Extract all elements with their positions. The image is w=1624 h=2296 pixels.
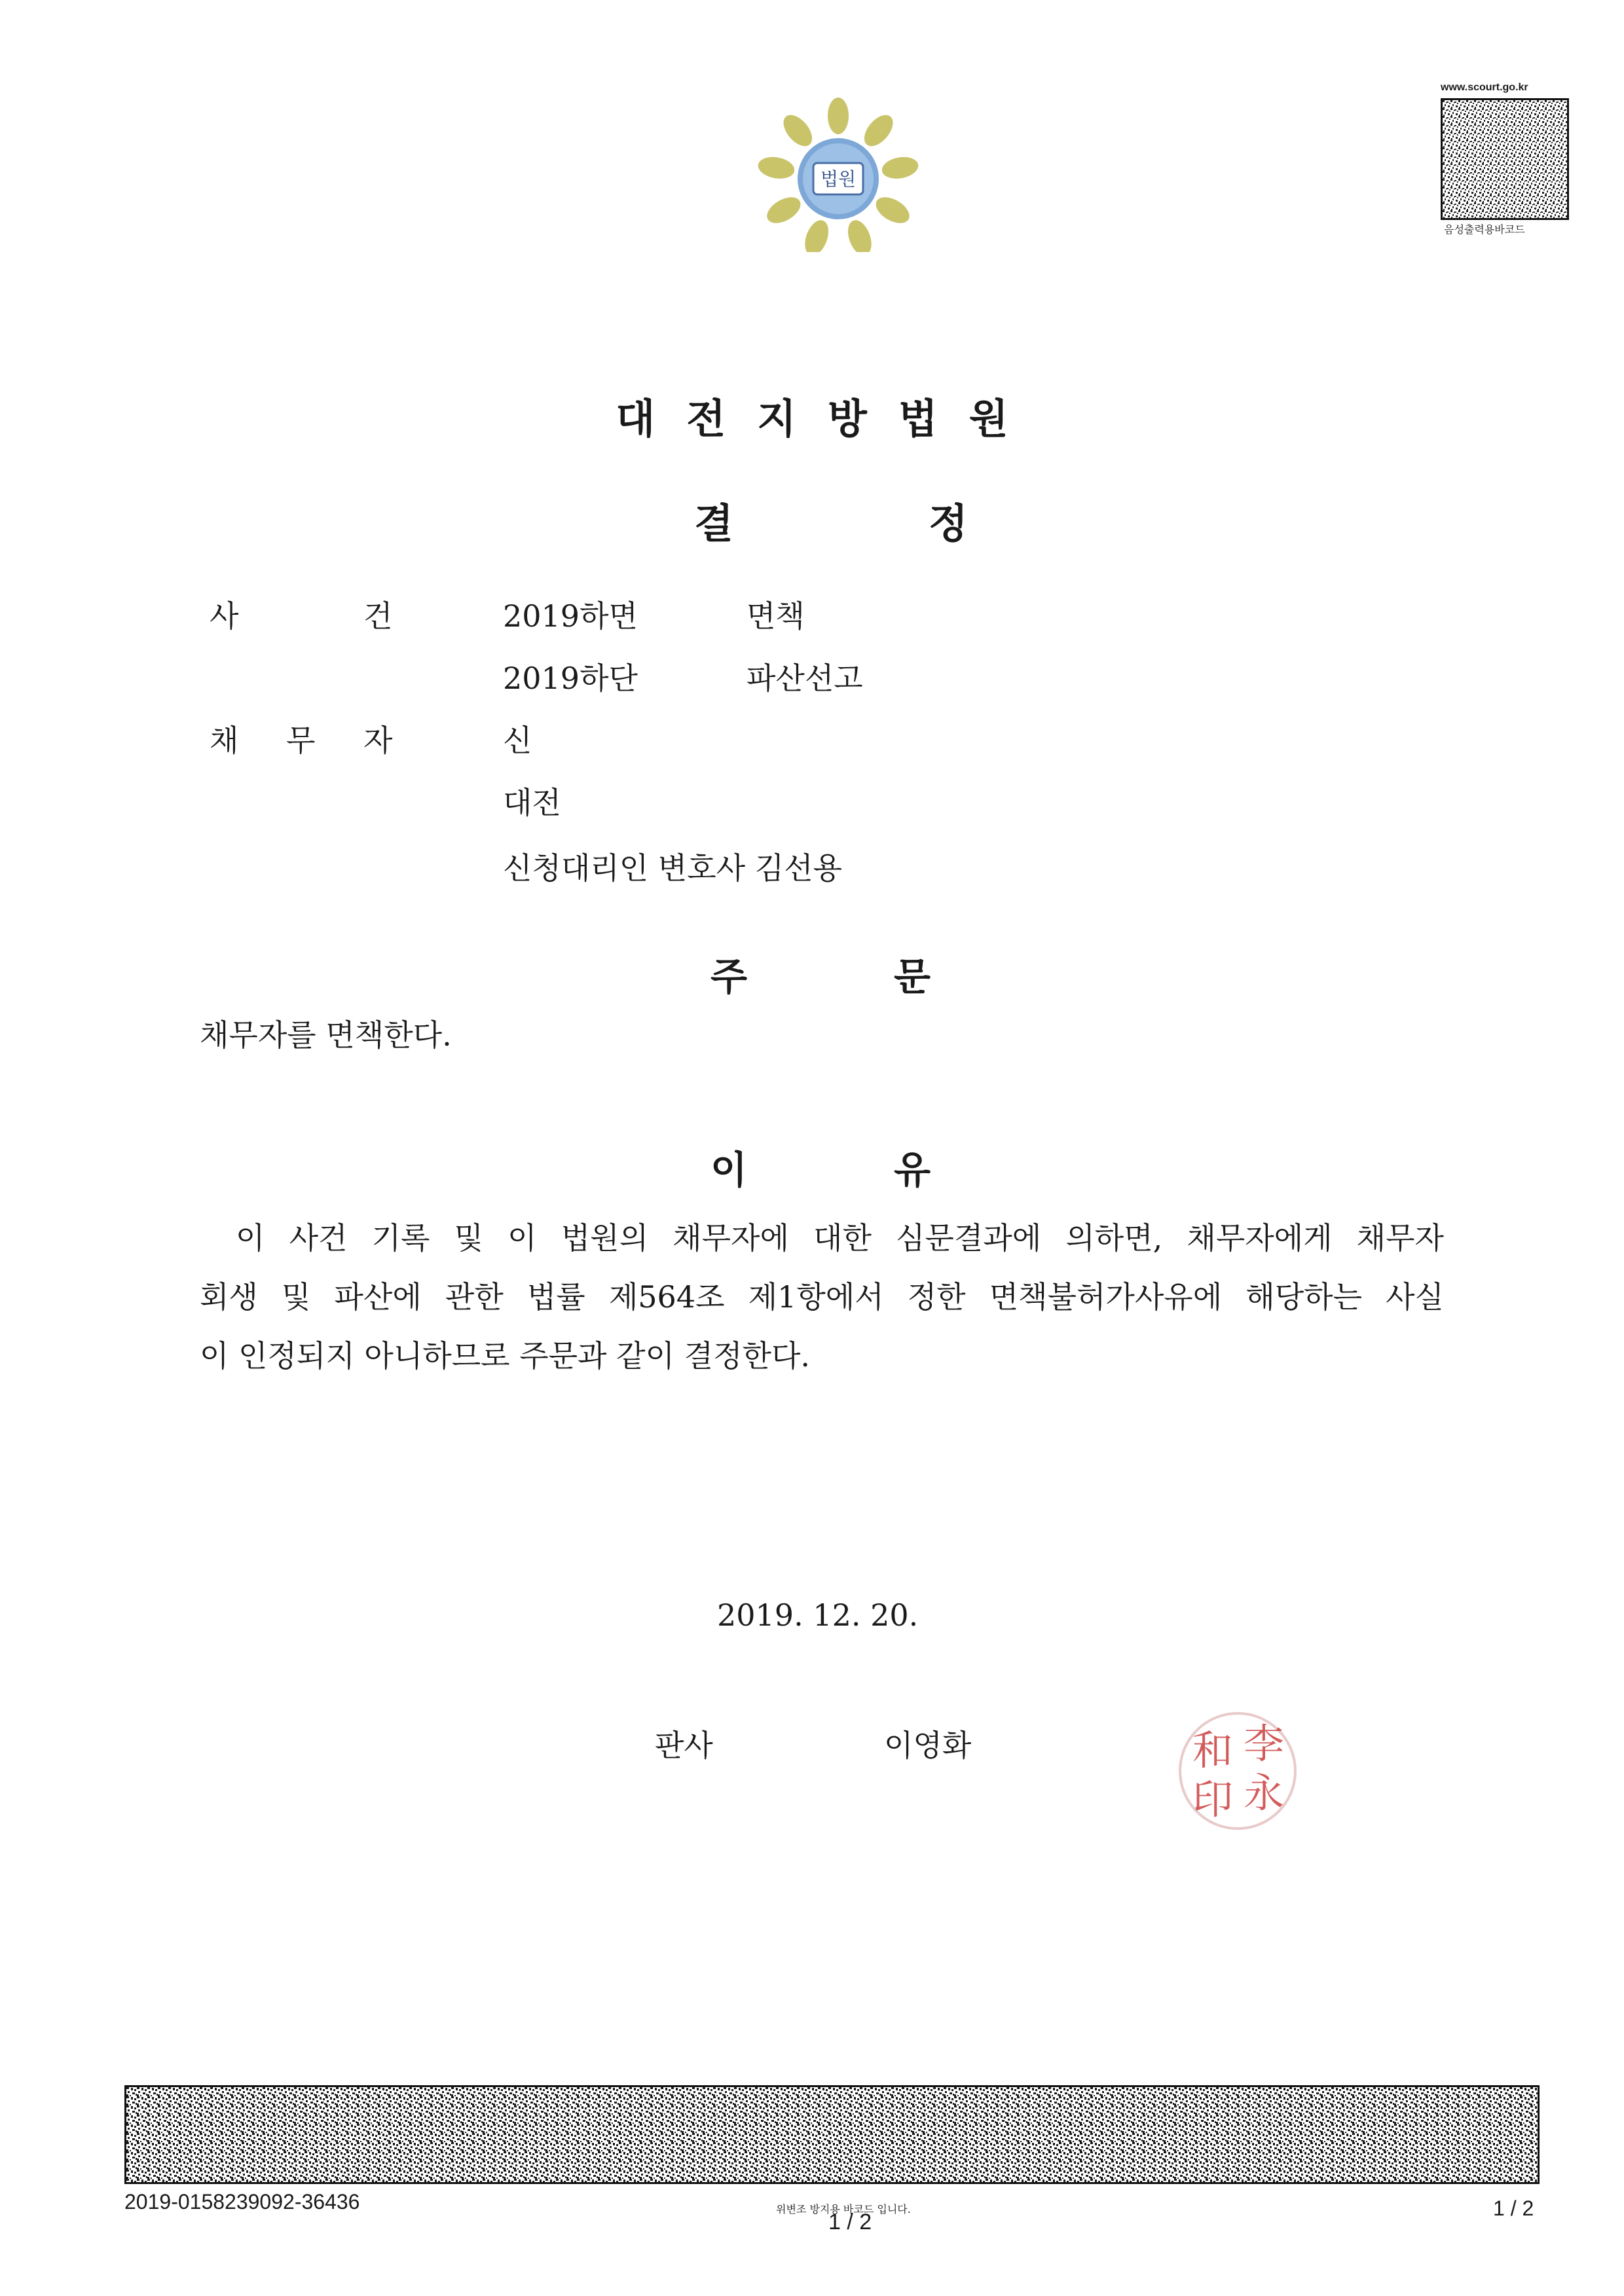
case-label-char-2: 건 [363, 598, 393, 634]
seal-char-1: 李 [1243, 1720, 1285, 1768]
judge-title: 판사 [655, 1728, 713, 1763]
qr-caption: 음성출력용바코드 [1444, 223, 1525, 236]
court-emblem-icon [753, 95, 923, 252]
debtor-address: 대전 [503, 785, 561, 820]
voice-barcode [1441, 98, 1569, 220]
barcode-note: 위변조 방지용 바코드 입니다. [776, 2203, 911, 2215]
page-number-center: 1 / 2 [828, 2210, 872, 2234]
judge-name: 이영화 [884, 1728, 972, 1763]
reason-line-3: 이 인정되지 아니하므로 주문과 같이 결정한다. [200, 1338, 811, 1374]
judge-seal-icon [1172, 1709, 1303, 1833]
case-number-2: 2019하단 [503, 661, 638, 696]
court-name: 대전지방법원 [616, 395, 1040, 443]
case-type-1: 면책 [747, 598, 805, 634]
debtor-agent: 신청대리인 변호사 김선용 [503, 850, 843, 886]
decision-date: 2019. 12. 20. [717, 1597, 919, 1633]
debtor-name: 신 [503, 723, 532, 758]
qr-url: www.scourt.go.kr [1441, 82, 1528, 93]
anti-forgery-barcode [124, 2085, 1540, 2184]
order-heading-2: 문 [894, 955, 931, 999]
reason-heading-1: 이 [710, 1148, 748, 1192]
debtor-label-char-1: 채 [210, 723, 239, 758]
seal-char-2: 永 [1243, 1769, 1285, 1817]
order-heading-1: 주 [710, 955, 748, 999]
debtor-label-char-3: 자 [363, 723, 393, 758]
emblem-label: 법원 [820, 168, 857, 190]
case-number-1: 2019하면 [503, 598, 638, 634]
doc-title-first: 결 [694, 500, 733, 547]
reason-line-1: 이 사건 기록 및 이 법원의 채무자에 대한 심문결과에 의하면, 채무자에게 채무자 [236, 1220, 1444, 1256]
reason-line-2: 회생 및 파산에 관한 법률 제564조 제1항에서 정한 면책불허가사유에 해당하는 사실 [200, 1279, 1444, 1315]
order-text: 채무자를 면책한다. [200, 1017, 452, 1053]
reason-heading-2: 유 [894, 1148, 931, 1192]
case-type-2: 파산선고 [747, 661, 863, 696]
case-label-char-1: 사 [210, 598, 239, 634]
doc-title-second: 정 [929, 500, 968, 547]
debtor-label-char-2: 무 [286, 723, 316, 758]
document-id: 2019-0158239092-36436 [124, 2190, 360, 2214]
seal-char-4: 印 [1192, 1776, 1234, 1823]
seal-char-3: 和 [1192, 1726, 1234, 1774]
page-number-right: 1 / 2 [1493, 2196, 1534, 2220]
